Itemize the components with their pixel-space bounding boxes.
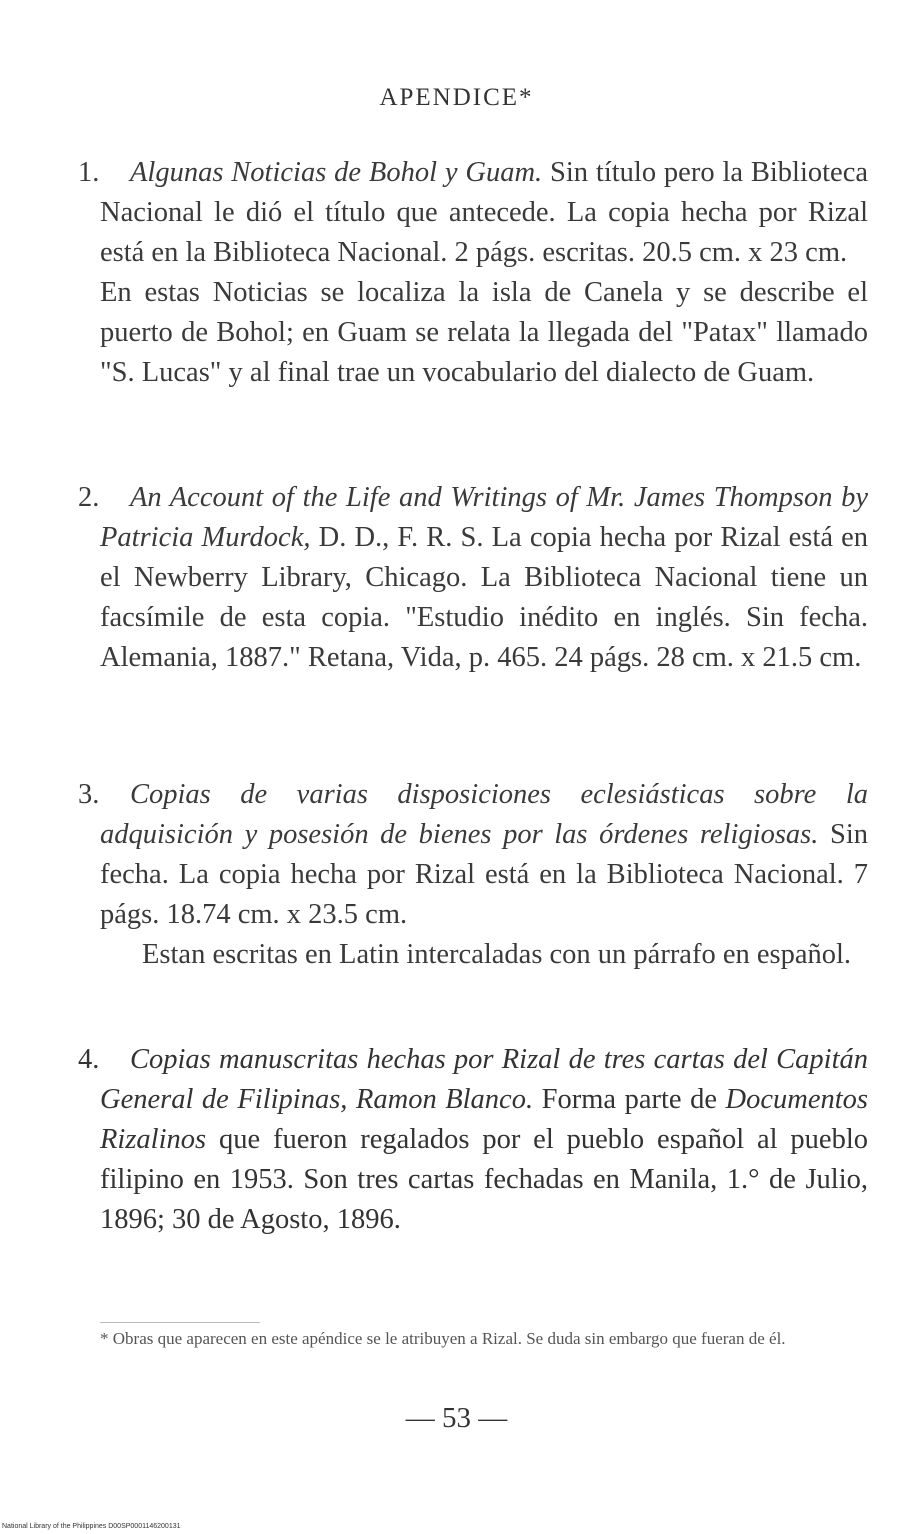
entry-title: Algunas Noticias de Bohol y Guam.: [130, 157, 543, 188]
appendix-entry-4: [78, 1040, 868, 1240]
entry-note: Estan escritas en Latin intercaladas con un párrafo en español.: [142, 939, 852, 970]
appendix-entry-3: [78, 775, 868, 975]
entry-note: En estas Noticias se localiza la isla de Canela y se describe el puerto de Bohol; en Guam se relata la llegada del "Patax" llamado "S. Lucas" y al final trae un vocabulario del dialecto de Guam.: [100, 277, 868, 388]
scan-credit: National Library of the Philippines D00SP0001146200131: [2, 1523, 181, 1530]
appendix-entry-2: [78, 478, 868, 678]
entry-text-continued: que fueron regalados por el pueblo español al pueblo filipino en 1953. Son tres cartas fechadas en Manila, 1.° de Julio, 1896; 30 de Agosto, 1896.: [100, 1124, 868, 1235]
entry-text: Sin fecha. La copia hecha por Rizal está en la Biblioteca Nacional. 7 págs. 18.74 cm. x 23.5 cm.: [100, 819, 868, 930]
entry-text: Forma parte de: [533, 1084, 726, 1115]
entry-number: 2.: [78, 482, 100, 513]
entry-title: Copias manuscritas hechas por Rizal de tres cartas del Capitán General de Filipinas, Ramon Blanco.: [100, 1044, 868, 1115]
page-number: — 53 —: [405, 1402, 508, 1434]
entry-number: 1.: [78, 157, 100, 188]
page-title: APENDICE*: [379, 84, 534, 111]
entry-title: Copias de varias disposiciones eclesiásticas sobre la adquisición y posesión de bienes por las órdenes religiosas.: [100, 779, 868, 850]
entry-number: 3.: [78, 779, 100, 810]
footnote: * Obras que aparecen en este apéndice se le atribuyen a Rizal. Se duda sin embargo que fueran de él.: [100, 1329, 786, 1348]
entry-text: D. D., F. R. S. La copia hecha por Rizal está en el Newberry Library, Chicago. La Biblioteca Nacional tiene un facsímile de esta copia. "Estudio inédito en inglés. Sin fecha. Alemania, 1887." Retana, Vida, p. 465. 24 págs. 28 cm. x 21.5 cm.: [100, 522, 868, 673]
entry-text: Sin título pero la Biblioteca Nacional le dió el título que antecede. La copia hecha por Rizal está en la Biblioteca Nacional. 2 págs. escritas. 20.5 cm. x 23 cm.: [100, 157, 868, 268]
entry-title-secondary: Documentos Rizalinos: [100, 1084, 868, 1155]
entry-number: 4.: [78, 1044, 100, 1075]
footnote-divider: [100, 1322, 260, 1323]
entry-title: An Account of the Life and Writings of Mr. James Thompson by Patricia Murdock,: [100, 482, 868, 553]
appendix-entry-1: [78, 153, 868, 393]
